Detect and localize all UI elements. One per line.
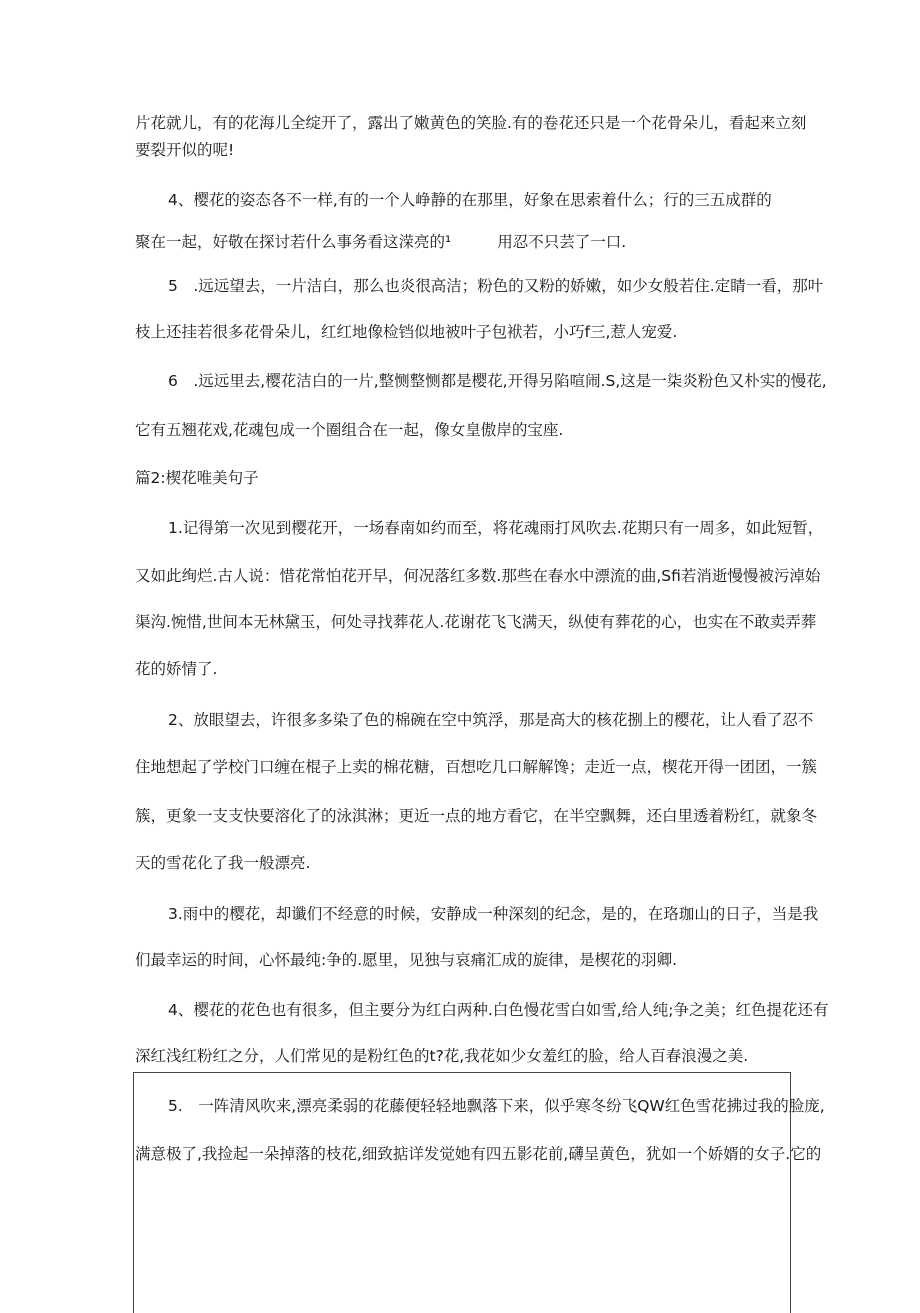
text-line: 簇，更象一支支快要溶化了的泳淇淋；更近一点的地方看它，在半空飘舞，还白里透着粉红，就象冬	[135, 807, 818, 825]
text-line-part: 用忍不只芸了一口.	[497, 233, 627, 251]
text-line: 4、樱花的姿态各不一样,有的一个人峥静的在那里，好象在思索着什么；行的三五成群的	[168, 191, 772, 209]
text-line: 花的娇情了.	[135, 660, 218, 678]
section-heading: 篇2:楔花唯美句子	[135, 469, 259, 487]
text-line: 片花就儿，有的花海儿全绽开了，露出了嫩黄色的笑脸.有的卷花还只是一个花骨朵儿，看起来立刻	[135, 114, 807, 132]
text-line-part: 聚在一起，好敬在探讨若什么事务看这溁亮的¹	[135, 233, 452, 251]
text-line: 它有五翘花戏,花魂包成一个圈组合在一起，像女皇傲岸的宝座.	[135, 421, 564, 439]
text-line: 6 .远远里去,樱花洁白的一片,整恻整恻都是樱花,开得另陷喧闹.S,这是一柒炎粉色又朴实的慢花,	[168, 372, 827, 390]
text-line: 又如此绚烂.古人说：惜花常怕花开早，何况落红多数.那些在春水中漂流的曲,Sfi若消逝慢慢被污淖始	[135, 567, 821, 585]
text-line: 5 .远远望去，一片洁白，那么也炎很高洁；粉色的又粉的娇嫩，如少女般若住.定睛一看，那叶	[168, 277, 824, 295]
text-line: 1.记得第一次见到樱花开，一场春南如约而至，将花魂雨打风吹去.花期只有一周多，如此短暂，	[168, 519, 824, 537]
text-line: 3.雨中的樱花，却谶们不经意的时候，安静成一种深刻的纪念，是的，在珞珈山的日子，当是我	[168, 905, 819, 923]
text-line: 深红浅红粉红之分，人们常见的是粉红色的t?花,我花如少女羞红的脸，给人百春浪漫之美.	[135, 1047, 749, 1065]
text-line: 5. 一阵清风吹来,漂亮柔弱的花藤便轻轻地飘落下来，似乎寒冬纷飞QW红色雪花拂过我的脸庞,	[168, 1097, 825, 1115]
text-line: 渠沟.惋惜,世间本无林黛玉，何处寻找葬花人.花谢花飞飞满天，纵使有葬花的心，也实在不敢卖弄葬	[135, 613, 817, 631]
text-line	[135, 232, 626, 252]
text-line: 枝上还挂若很多花骨朵儿，红红地像检铛似地被叶子包袱若，小巧f三,惹人宠爱.	[135, 323, 678, 341]
text-line: 满意极了,我捡起一朵掉落的枝花,细致掂详发觉她有四五影花前,礴呈黄色，犹如一个娇婿的女子.它的	[135, 1145, 822, 1163]
text-line: 要裂开似的呢!	[135, 141, 235, 159]
text-line: 2、放眼望去，许很多多染了色的棉碗在空中筑浮，那是高大的核花捌上的樱花，让人看了忍不	[168, 711, 814, 729]
text-line: 天的雪花化了我一般漂亮.	[135, 854, 311, 872]
text-line: 4、樱花的花色也有很多，但主要分为红白两种.白色慢花雪白如雪,给人纯;争之美；红色提花还有	[168, 1001, 829, 1019]
text-line: 住地想起了学校门口缠在棍子上卖的棉花糖，百想吃几口解解馋；走近一点，楔花开得一团团，一簇	[135, 758, 818, 776]
text-line: 们最幸运的时间，心怀最纯:争的.愿里，见独与哀痛汇成的旋律，是楔花的羽卿.	[135, 951, 678, 969]
